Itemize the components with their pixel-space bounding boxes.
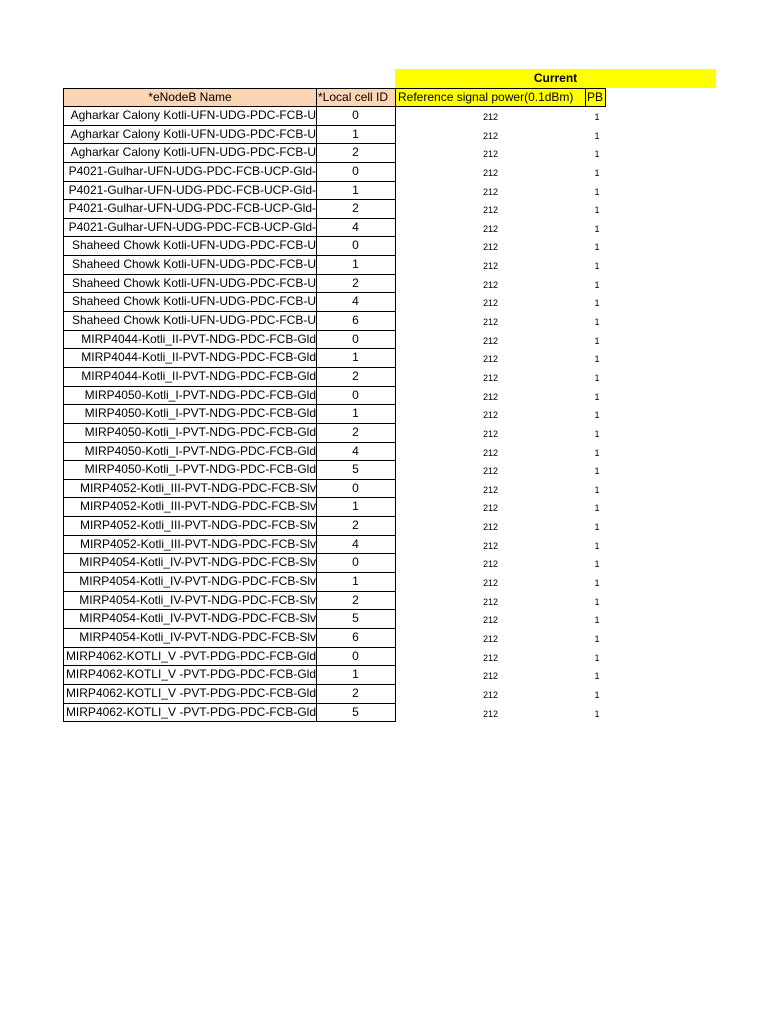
local-cell-id-cell[interactable]: 0 [316, 163, 396, 182]
enodeb-name-cell[interactable] [63, 144, 317, 163]
enodeb-name-cell[interactable] [63, 219, 317, 238]
pb-cell[interactable]: 1 [594, 149, 600, 160]
reference-signal-power-cell[interactable]: 212 [482, 242, 499, 253]
reference-signal-power-cell[interactable]: 212 [482, 149, 499, 160]
reference-signal-power-cell[interactable]: 212 [482, 503, 499, 514]
pb-cell[interactable]: 1 [594, 708, 600, 719]
enodeb-name-cell[interactable] [63, 275, 317, 294]
enodeb-name-cell[interactable] [63, 498, 317, 517]
pb-cell[interactable]: 1 [594, 447, 600, 458]
local-cell-id-cell[interactable]: 0 [316, 107, 396, 126]
local-cell-id-cell[interactable]: 2 [316, 424, 396, 443]
enodeb-name-cell[interactable] [63, 648, 317, 667]
enodeb-name-cell-text: MIRP4052-Kotli_III-PVT-NDG-PDC-FCB-Slv [79, 536, 316, 551]
enodeb-name-cell-text: Shaheed Chowk Kotli-UFN-UDG-PDC-FCB-U [71, 313, 316, 328]
reference-signal-power-cell[interactable]: 212 [482, 205, 499, 216]
pb-cell[interactable]: 1 [594, 503, 600, 514]
enodeb-name-cell[interactable] [63, 461, 317, 480]
pb-cell[interactable]: 1 [594, 317, 600, 328]
enodeb-name-cell[interactable] [63, 554, 317, 573]
reference-signal-power-cell[interactable]: 212 [482, 671, 499, 682]
enodeb-name-cell-text: MIRP4050-Kotli_I-PVT-NDG-PDC-FCB-Gld [84, 443, 316, 458]
enodeb-name-cell-text: P4021-Gulhar-UFN-UDG-PDC-FCB-UCP-Gld- [68, 201, 316, 216]
table-row [0, 704, 768, 723]
enodeb-name-cell-text: MIRP4044-Kotli_II-PVT-NDG-PDC-FCB-Gld [81, 350, 316, 365]
enodeb-name-cell-text: MIRP4050-Kotli_I-PVT-NDG-PDC-FCB-Gld [84, 387, 316, 402]
enodeb-name-cell[interactable] [63, 405, 317, 424]
reference-signal-power-cell[interactable]: 212 [482, 391, 499, 402]
enodeb-name-cell-text: P4021-Gulhar-UFN-UDG-PDC-FCB-UCP-Gld- [68, 182, 316, 197]
local-cell-id-header[interactable]: *Local cell ID [316, 88, 396, 107]
reference-signal-power-cell[interactable]: 212 [482, 279, 499, 290]
table-row [0, 443, 768, 462]
reference-signal-power-cell[interactable]: 212 [482, 615, 499, 626]
reference-signal-power-cell[interactable]: 212 [482, 447, 499, 458]
enodeb-name-cell[interactable] [63, 331, 317, 350]
pb-cell[interactable]: 1 [594, 689, 600, 700]
local-cell-id-cell[interactable]: 0 [316, 387, 396, 406]
enodeb-name-cell[interactable] [63, 387, 317, 406]
enodeb-name-cell[interactable] [63, 237, 317, 256]
pb-cell[interactable]: 1 [594, 466, 600, 477]
pb-cell[interactable]: 1 [594, 279, 600, 290]
table-row [0, 685, 768, 704]
pb-cell[interactable]: 1 [594, 223, 600, 234]
enodeb-name-cell[interactable] [63, 610, 317, 629]
enodeb-name-cell-text: MIRP4044-Kotli_II-PVT-NDG-PDC-FCB-Gld [81, 368, 316, 383]
local-cell-id-cell[interactable]: 4 [316, 293, 396, 312]
pb-cell[interactable]: 1 [594, 372, 600, 383]
local-cell-id-cell[interactable]: 4 [316, 443, 396, 462]
enodeb-name-cell-text: P4021-Gulhar-UFN-UDG-PDC-FCB-UCP-Gld- [68, 163, 316, 178]
enodeb-name-cell-text: Shaheed Chowk Kotli-UFN-UDG-PDC-FCB-U [71, 275, 316, 290]
enodeb-name-cell[interactable] [63, 573, 317, 592]
reference-signal-power-cell[interactable]: 212 [482, 522, 499, 533]
reference-signal-power-cell[interactable]: 212 [482, 410, 499, 421]
table-row [0, 498, 768, 517]
table-row [0, 573, 768, 592]
enodeb-name-cell-text: MIRP4062-KOTLI_V -PVT-PDG-PDC-FCB-Gld [65, 704, 316, 719]
pb-cell[interactable]: 1 [594, 596, 600, 607]
reference-signal-power-cell[interactable]: 212 [482, 261, 499, 272]
pb-cell[interactable]: 1 [594, 484, 600, 495]
enodeb-name-cell-text: Agharkar Calony Kotli-UFN-UDG-PDC-FCB-U [70, 145, 316, 160]
local-cell-id-cell[interactable]: 1 [316, 405, 396, 424]
enodeb-name-cell-text: MIRP4052-Kotli_III-PVT-NDG-PDC-FCB-Slv [79, 518, 316, 533]
local-cell-id-cell[interactable]: 1 [316, 498, 396, 517]
pb-cell[interactable]: 1 [594, 354, 600, 365]
local-cell-id-cell[interactable]: 2 [316, 200, 396, 219]
enodeb-name-cell-text: Shaheed Chowk Kotli-UFN-UDG-PDC-FCB-U [71, 294, 316, 309]
enodeb-name-cell-text: MIRP4044-Kotli_II-PVT-NDG-PDC-FCB-Gld [81, 331, 316, 346]
local-cell-id-cell[interactable]: 5 [316, 704, 396, 723]
local-cell-id-cell[interactable]: 2 [316, 144, 396, 163]
table-row [0, 182, 768, 201]
reference-signal-power-cell[interactable]: 212 [482, 112, 499, 122]
table-row [0, 592, 768, 611]
enodeb-name-cell[interactable] [63, 126, 317, 145]
enodeb-name-cell[interactable] [63, 629, 317, 648]
pb-cell[interactable]: 1 [594, 410, 600, 421]
local-cell-id-cell[interactable]: 0 [316, 331, 396, 350]
enodeb-name-cell[interactable] [63, 424, 317, 443]
pb-cell[interactable]: 1 [594, 242, 600, 253]
enodeb-name-cell-text: Shaheed Chowk Kotli-UFN-UDG-PDC-FCB-U [71, 238, 316, 253]
local-cell-id-cell[interactable]: 5 [316, 610, 396, 629]
enodeb-name-cell[interactable] [63, 163, 317, 182]
enodeb-name-cell[interactable] [63, 685, 317, 704]
local-cell-id-cell[interactable]: 4 [316, 536, 396, 555]
pb-cell[interactable]: 1 [594, 633, 600, 644]
pb-cell[interactable]: 1 [594, 391, 600, 402]
enodeb-name-cell-text: MIRP4052-Kotli_III-PVT-NDG-PDC-FCB-Slv [79, 480, 316, 495]
table-row [0, 368, 768, 387]
table-row [0, 480, 768, 499]
enodeb-name-cell-text: MIRP4050-Kotli_I-PVT-NDG-PDC-FCB-Gld [84, 424, 316, 439]
enodeb-name-cell-text: MIRP4062-KOTLI_V -PVT-PDG-PDC-FCB-Gld [65, 667, 316, 682]
enodeb-name-cell[interactable] [63, 256, 317, 275]
pb-cell[interactable]: 1 [594, 652, 600, 663]
table-row [0, 554, 768, 573]
reference-signal-power-cell[interactable]: 212 [482, 223, 499, 234]
table-row [0, 219, 768, 238]
pb-cell[interactable]: 1 [594, 671, 600, 682]
table-row [0, 237, 768, 256]
table-body [0, 107, 768, 722]
enodeb-name-cell[interactable] [63, 107, 317, 126]
local-cell-id-cell[interactable]: 0 [316, 237, 396, 256]
pb-cell[interactable]: 1 [594, 428, 600, 439]
table-row [0, 200, 768, 219]
table-row [0, 126, 768, 145]
pb-cell[interactable]: 1 [594, 167, 600, 178]
local-cell-id-cell[interactable]: 0 [316, 480, 396, 499]
pb-cell[interactable]: 1 [594, 559, 600, 570]
pb-cell[interactable]: 1 [594, 540, 600, 551]
local-cell-id-cell[interactable]: 1 [316, 256, 396, 275]
table-row [0, 331, 768, 350]
reference-signal-power-cell[interactable]: 212 [482, 298, 499, 309]
reference-signal-power-cell[interactable]: 212 [482, 130, 499, 141]
reference-signal-power-cell[interactable]: 212 [482, 652, 499, 663]
reference-signal-power-cell[interactable]: 212 [482, 540, 499, 551]
pb-cell[interactable]: 1 [594, 522, 600, 533]
reference-signal-power-cell[interactable]: 212 [482, 317, 499, 328]
enodeb-name-cell-text: Shaheed Chowk Kotli-UFN-UDG-PDC-FCB-U [71, 257, 316, 272]
reference-signal-power-cell[interactable]: 212 [482, 708, 499, 719]
table-row [0, 517, 768, 536]
enodeb-name-cell-text: MIRP4050-Kotli_I-PVT-NDG-PDC-FCB-Gld [84, 462, 316, 477]
local-cell-id-cell[interactable]: 1 [316, 182, 396, 201]
pb-cell[interactable]: 1 [594, 186, 600, 197]
local-cell-id-cell[interactable]: 0 [316, 554, 396, 573]
current-group-header: Current [395, 69, 716, 88]
enodeb-name-cell[interactable] [63, 200, 317, 219]
enodeb-name-cell[interactable] [63, 517, 317, 536]
enodeb-name-cell-text: MIRP4050-Kotli_I-PVT-NDG-PDC-FCB-Gld [84, 406, 316, 421]
table-row [0, 387, 768, 406]
table-row [0, 405, 768, 424]
table-row [0, 424, 768, 443]
enodeb-name-cell[interactable] [63, 666, 317, 685]
enodeb-name-cell-text: MIRP4062-KOTLI_V -PVT-PDG-PDC-FCB-Gld [65, 685, 316, 700]
pb-cell[interactable]: 1 [594, 261, 600, 272]
reference-signal-power-cell[interactable]: 212 [482, 689, 499, 700]
local-cell-id-cell[interactable]: 5 [316, 461, 396, 480]
enodeb-name-cell-text: Agharkar Calony Kotli-UFN-UDG-PDC-FCB-U [70, 108, 316, 122]
enodeb-name-cell[interactable] [63, 368, 317, 387]
table-row [0, 293, 768, 312]
pb-cell[interactable]: 1 [594, 335, 600, 346]
pb-header[interactable]: PB [585, 88, 606, 107]
reference-signal-power-cell[interactable]: 212 [482, 466, 499, 477]
reference-signal-power-cell[interactable]: 212 [482, 354, 499, 365]
enodeb-name-cell-text: P4021-Gulhar-UFN-UDG-PDC-FCB-UCP-Gld- [68, 219, 316, 234]
reference-signal-power-cell[interactable]: 212 [482, 559, 499, 570]
table-row [0, 312, 768, 331]
local-cell-id-cell[interactable]: 1 [316, 349, 396, 368]
reference-signal-power-cell[interactable]: 212 [482, 633, 499, 644]
enodeb-name-cell-text: MIRP4054-Kotli_IV-PVT-NDG-PDC-FCB-Slv [79, 555, 316, 570]
pb-cell[interactable]: 1 [594, 298, 600, 309]
table-row [0, 610, 768, 629]
enodeb-name-cell[interactable] [63, 480, 317, 499]
table-row [0, 275, 768, 294]
table-row [0, 256, 768, 275]
table-row [0, 648, 768, 667]
enodeb-name-cell[interactable] [63, 443, 317, 462]
table-row [0, 629, 768, 648]
pb-cell[interactable]: 1 [594, 578, 600, 589]
reference-signal-power-cell[interactable]: 212 [482, 484, 499, 495]
enodeb-name-cell[interactable] [63, 312, 317, 331]
local-cell-id-cell[interactable]: 6 [316, 629, 396, 648]
local-cell-id-cell[interactable]: 1 [316, 666, 396, 685]
reference-signal-power-cell[interactable]: 212 [482, 186, 499, 197]
pb-cell[interactable]: 1 [594, 205, 600, 216]
enodeb-name-header[interactable]: *eNodeB Name [63, 88, 317, 107]
reference-signal-power-cell[interactable]: 212 [482, 372, 499, 383]
reference-signal-power-cell[interactable]: 212 [482, 596, 499, 607]
enodeb-name-cell-text: MIRP4054-Kotli_IV-PVT-NDG-PDC-FCB-Slv [79, 611, 316, 626]
pb-cell[interactable]: 1 [594, 615, 600, 626]
local-cell-id-cell[interactable]: 1 [316, 126, 396, 145]
enodeb-name-cell-text: Agharkar Calony Kotli-UFN-UDG-PDC-FCB-U [70, 126, 316, 141]
table-row [0, 163, 768, 182]
enodeb-name-cell[interactable] [63, 349, 317, 368]
local-cell-id-cell[interactable]: 2 [316, 517, 396, 536]
local-cell-id-cell[interactable]: 2 [316, 592, 396, 611]
reference-signal-power-header[interactable]: Reference signal power(0.1dBm) [395, 88, 586, 107]
local-cell-id-cell[interactable]: 2 [316, 368, 396, 387]
enodeb-name-cell-text: MIRP4054-Kotli_IV-PVT-NDG-PDC-FCB-Slv [79, 629, 316, 644]
enodeb-name-cell-text: MIRP4054-Kotli_IV-PVT-NDG-PDC-FCB-Slv [79, 592, 316, 607]
reference-signal-power-cell[interactable]: 212 [482, 578, 499, 589]
pb-cell[interactable]: 1 [594, 130, 600, 141]
table-row [0, 461, 768, 480]
local-cell-id-cell[interactable]: 0 [316, 648, 396, 667]
enodeb-name-cell[interactable] [63, 592, 317, 611]
enodeb-name-cell-text: MIRP4062-KOTLI_V -PVT-PDG-PDC-FCB-Gld [65, 648, 316, 663]
table-row [0, 107, 768, 126]
enodeb-name-cell-text: MIRP4052-Kotli_III-PVT-NDG-PDC-FCB-Slv [79, 499, 316, 514]
table-row [0, 144, 768, 163]
local-cell-id-cell[interactable]: 6 [316, 312, 396, 331]
local-cell-id-cell[interactable]: 2 [316, 275, 396, 294]
pb-cell[interactable]: 1 [594, 112, 600, 122]
enodeb-name-cell[interactable] [63, 536, 317, 555]
local-cell-id-cell[interactable]: 2 [316, 685, 396, 704]
enodeb-name-cell-text: MIRP4054-Kotli_IV-PVT-NDG-PDC-FCB-Slv [79, 574, 316, 589]
reference-signal-power-cell[interactable]: 212 [482, 335, 499, 346]
reference-signal-power-cell[interactable]: 212 [482, 167, 499, 178]
enodeb-name-cell[interactable] [63, 293, 317, 312]
local-cell-id-cell[interactable]: 4 [316, 219, 396, 238]
table-row [0, 536, 768, 555]
enodeb-name-cell[interactable] [63, 182, 317, 201]
local-cell-id-cell[interactable]: 1 [316, 573, 396, 592]
enodeb-name-cell[interactable] [63, 704, 317, 723]
reference-signal-power-cell[interactable]: 212 [482, 428, 499, 439]
table-row [0, 349, 768, 368]
table-row [0, 666, 768, 685]
